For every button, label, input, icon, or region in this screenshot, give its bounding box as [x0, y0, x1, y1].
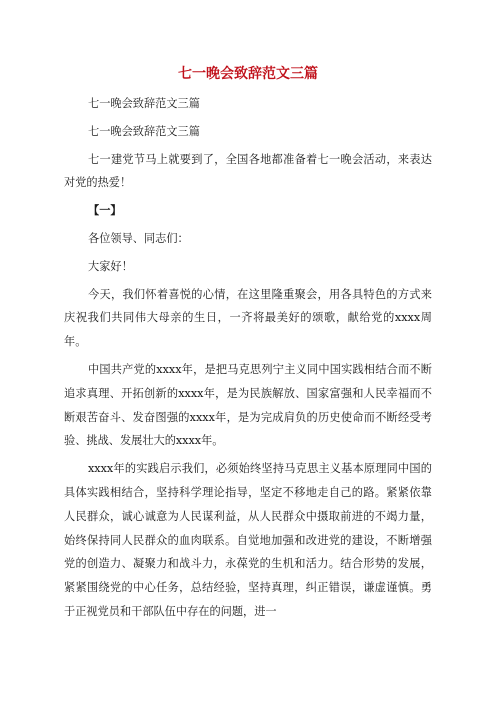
- paragraph-greeting: 大家好！: [88, 259, 133, 273]
- paragraph-body-3: xxxx年的实践启示我们，必须始终坚持马克思主义基本原理同中国的具体实践相结合，坚持科学理论指导，坚定不移地走自己的路。紧紧依靠人民群众，诚心诚意为人民谋利益，从人民群众中摄取前进的不竭力量，始终保持同人民群众的血肉联系。自觉地加强和改进党的建设，不断增强党的创造力、凝聚力和战斗力，永葆党的生机和活力。结合形势的发展，紧紧围绕党的中心任务，总结经验，坚持真理，纠正错误，谦虚谨慎。勇于正视党员和干部队伍中存在的问题，进一: [64, 462, 432, 618]
- paragraph-intro: 七一建党节马上就要到了，全国各地都准备着七一晚会活动，来表达对党的热爱！: [64, 152, 432, 190]
- paragraph-subtitle-1: 七一晚会致辞范文三篇: [88, 97, 200, 110]
- document-title: 七一晚会致辞范文三篇: [178, 66, 318, 82]
- paragraph-body-2: 中国共产党的xxxx年，是把马克思列宁主义同中国实践相结合而不断追求真理、开拓创新的xxxx年，是为民族解放、国家富强和人民幸福而不断艰苦奋斗、发奋图强的xxxx年，是为完成肩负的历史使命而不断经受考验、挑战、发展壮大的xxxx年。: [64, 362, 432, 448]
- document-body: [64, 92, 432, 628]
- section-heading-one: 【一】: [88, 203, 122, 218]
- paragraph-body-1: 今天，我们怀着喜悦的心情，在这里隆重聚会，用各具特色的方式来庆祝我们共同伟大母亲的生日，一齐将最美好的颂歌，献给党的xxxx周年。: [64, 287, 432, 349]
- paragraph-subtitle-2: 七一晚会致辞范文三篇: [88, 124, 200, 138]
- paragraph-salutation: 各位领导、同志们：: [88, 231, 189, 245]
